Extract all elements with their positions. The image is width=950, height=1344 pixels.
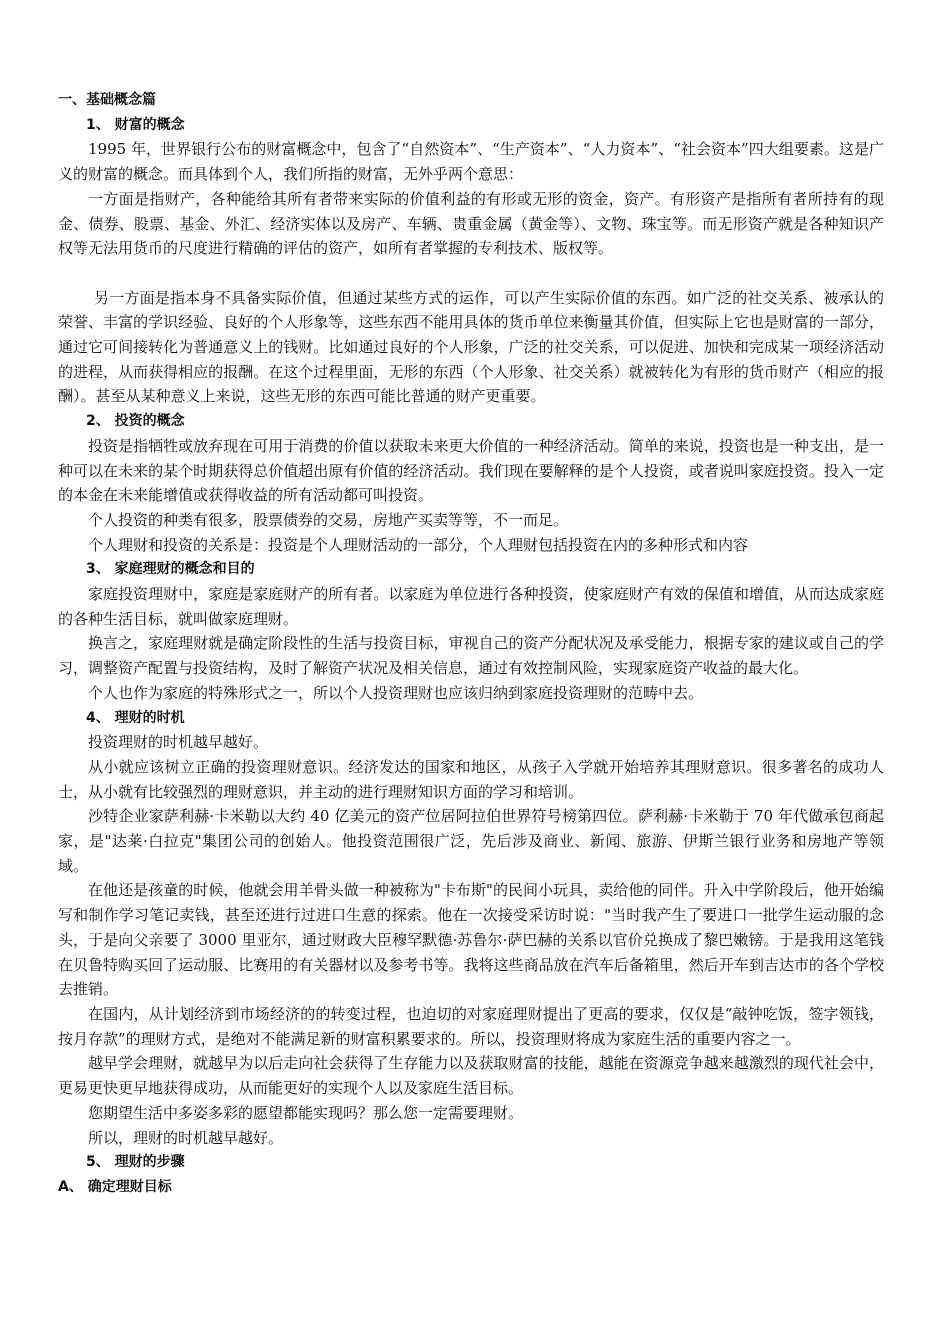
paragraph: 在国内，从计划经济到市场经济的的转变过程，也迫切的对家庭理财提出了更高的要求，仅仅是“敲钟吃饭，签字领钱，按月存款”的理财方式，是绝对不能满足新的财富积累要求的。所以，投资理财将成为家庭生活的重要内容之一。: [58, 1005, 884, 1048]
paragraph: 1995 年，世界银行公布的财富概念中，包含了“自然资本”、“生产资本”、“人力资本”、“社会资本”四大组要素。这是广义的财富的概念。而具体到个人，我们所指的财富，无外乎两个意思：: [58, 140, 884, 184]
paragraph: 个人投资的种类有很多，股票债券的交易，房地产买卖等等，不一而足。: [88, 510, 569, 529]
section-heading-wealth: 1、 财富的概念: [86, 116, 185, 133]
paragraph: 沙特企业家萨利赫·卡米勒以大约 40 亿美元的资产位居阿拉伯世界符号榜第四位。萨利赫·卡米勒于 70 年代做承包商起家，是"达莱·白拉克"集团公司的创始人。他投资范围很广泛，先后涉及商业、新闻、旅游、伊斯兰银行业务和房地产等领域。: [58, 807, 884, 875]
paragraph: 投资是指牺牲或放弃现在可用于消费的价值以获取未来更大价值的一种经济活动。简单的来说，投资也是一种支出，是一种可以在未来的某个时期获得总价值超出原有价值的经济活动。我们现在要解释的是个人投资，或者说叫家庭投资。投入一定的本金在未来能增值或获得收益的所有活动都可叫投资。: [58, 436, 884, 505]
chapter-heading: 一、基础概念篇: [58, 92, 156, 108]
section-heading-investment: 2、 投资的概念: [86, 413, 185, 430]
section-heading-family-finance: 3、 家庭理财的概念和目的: [86, 561, 255, 578]
paragraph: 个人也作为家庭的特殊形式之一，所以个人投资理财也应该归纳到家庭投资理财的范畴中去。: [88, 683, 704, 702]
subsection-heading-goals: A、 确定理财目标: [58, 1178, 172, 1195]
document-body: [58, 88, 884, 1200]
paragraph: 越早学会理财，就越早为以后走向社会获得了生存能力以及获取财富的技能，越能在资源竞争越来越激烈的现代社会中，更易更快更早地获得成功，从而能更好的实现个人以及家庭生活目标。: [58, 1054, 884, 1098]
paragraph: 另一方面是指本身不具备实际价值，但通过某些方式的运作，可以产生实际价值的东西。如广泛的社交关系、被承认的荣誉、丰富的学识经验、良好的个人形象等，这些东西不能用具体的货币单位来衡量其价值，但实际上它也是财富的一部分，通过它可间接转化为普通意义上的钱财。比如通过良好的个人形象，广泛的社交关系，可以促进、加快和完成某一项经济活动的进程，从而获得相应的报酬。在这个过程里面，无形的东西（个人形象、社交关系）就被转化为有形的货币财产（相应的报酬）。甚至从某种意义上来说，这些无形的东西可能比普通的财产更重要。: [58, 288, 884, 406]
paragraph: 所以，理财的时机越早越好。: [88, 1128, 284, 1147]
paragraph: 在他还是孩童的时候，他就会用羊骨头做一种被称为"卡布斯"的民间小玩具，卖给他的同伴。升入中学阶段后，他开始编写和制作学习笔记卖钱，甚至还进行过进口生意的探索。他在一次接受采访时说："当时我产生了要进口一批学生运动服的念头，于是向父亲要了 3000 里亚尔，通过财政大臣穆罕默德·苏鲁尔·萨巴赫的关系以官价兑换成了黎巴嫩镑。于是我用这笔钱在贝鲁特购买回了运动服、比赛用的有关器材以及参考书等。我将这些商品放在汽车后备箱里，然后开车到吉达市的各个学校去推销。: [58, 881, 884, 999]
paragraph: 换言之，家庭理财就是确定阶段性的生活与投资目标，审视自己的资产分配状况及承受能力，根据专家的建议或自己的学习，调整资产配置与投资结构，及时了解资产状况及相关信息，通过有效控制风险，实现家庭资产收益的最大化。: [58, 634, 884, 678]
paragraph: 从小就应该树立正确的投资理财意识。经济发达的国家和地区，从孩子入学就开始培养其理财意识。很多著名的成功人士，从小就有比较强烈的理财意识，并主动的进行理财知识方面的学习和培训。: [58, 757, 884, 801]
paragraph: 您期望生活中多姿多彩的愿望都能实现吗？那么您一定需要理财。: [88, 1103, 524, 1122]
paragraph: 个人理财和投资的关系是：投资是个人理财活动的一部分，个人理财包括投资在内的多种形式和内容: [88, 535, 749, 554]
paragraph: 投资理财的时机越早越好。: [88, 733, 269, 752]
paragraph: 一方面是指财产，各种能给其所有者带来实际的价值利益的有形或无形的资金，资产。有形资产是指所有者所持有的现金、债券、股票、基金、外汇、经济实体以及房产、车辆、贵重金属（黄金等）、文物、珠宝等。而无形资产就是各种知识产权等无法用货币的尺度进行精确的评估的资产，如所有者掌握的专利技术、版权等。: [58, 189, 884, 258]
section-heading-timing: 4、 理财的时机: [86, 709, 185, 726]
paragraph: 家庭投资理财中，家庭是家庭财产的所有者。以家庭为单位进行各种投资，使家庭财产有效的保值和增值，从而达成家庭的各种生活目标，就叫做家庭理财。: [58, 585, 884, 628]
blank-line: [58, 261, 884, 286]
section-heading-steps: 5、 理财的步骤: [86, 1154, 185, 1171]
